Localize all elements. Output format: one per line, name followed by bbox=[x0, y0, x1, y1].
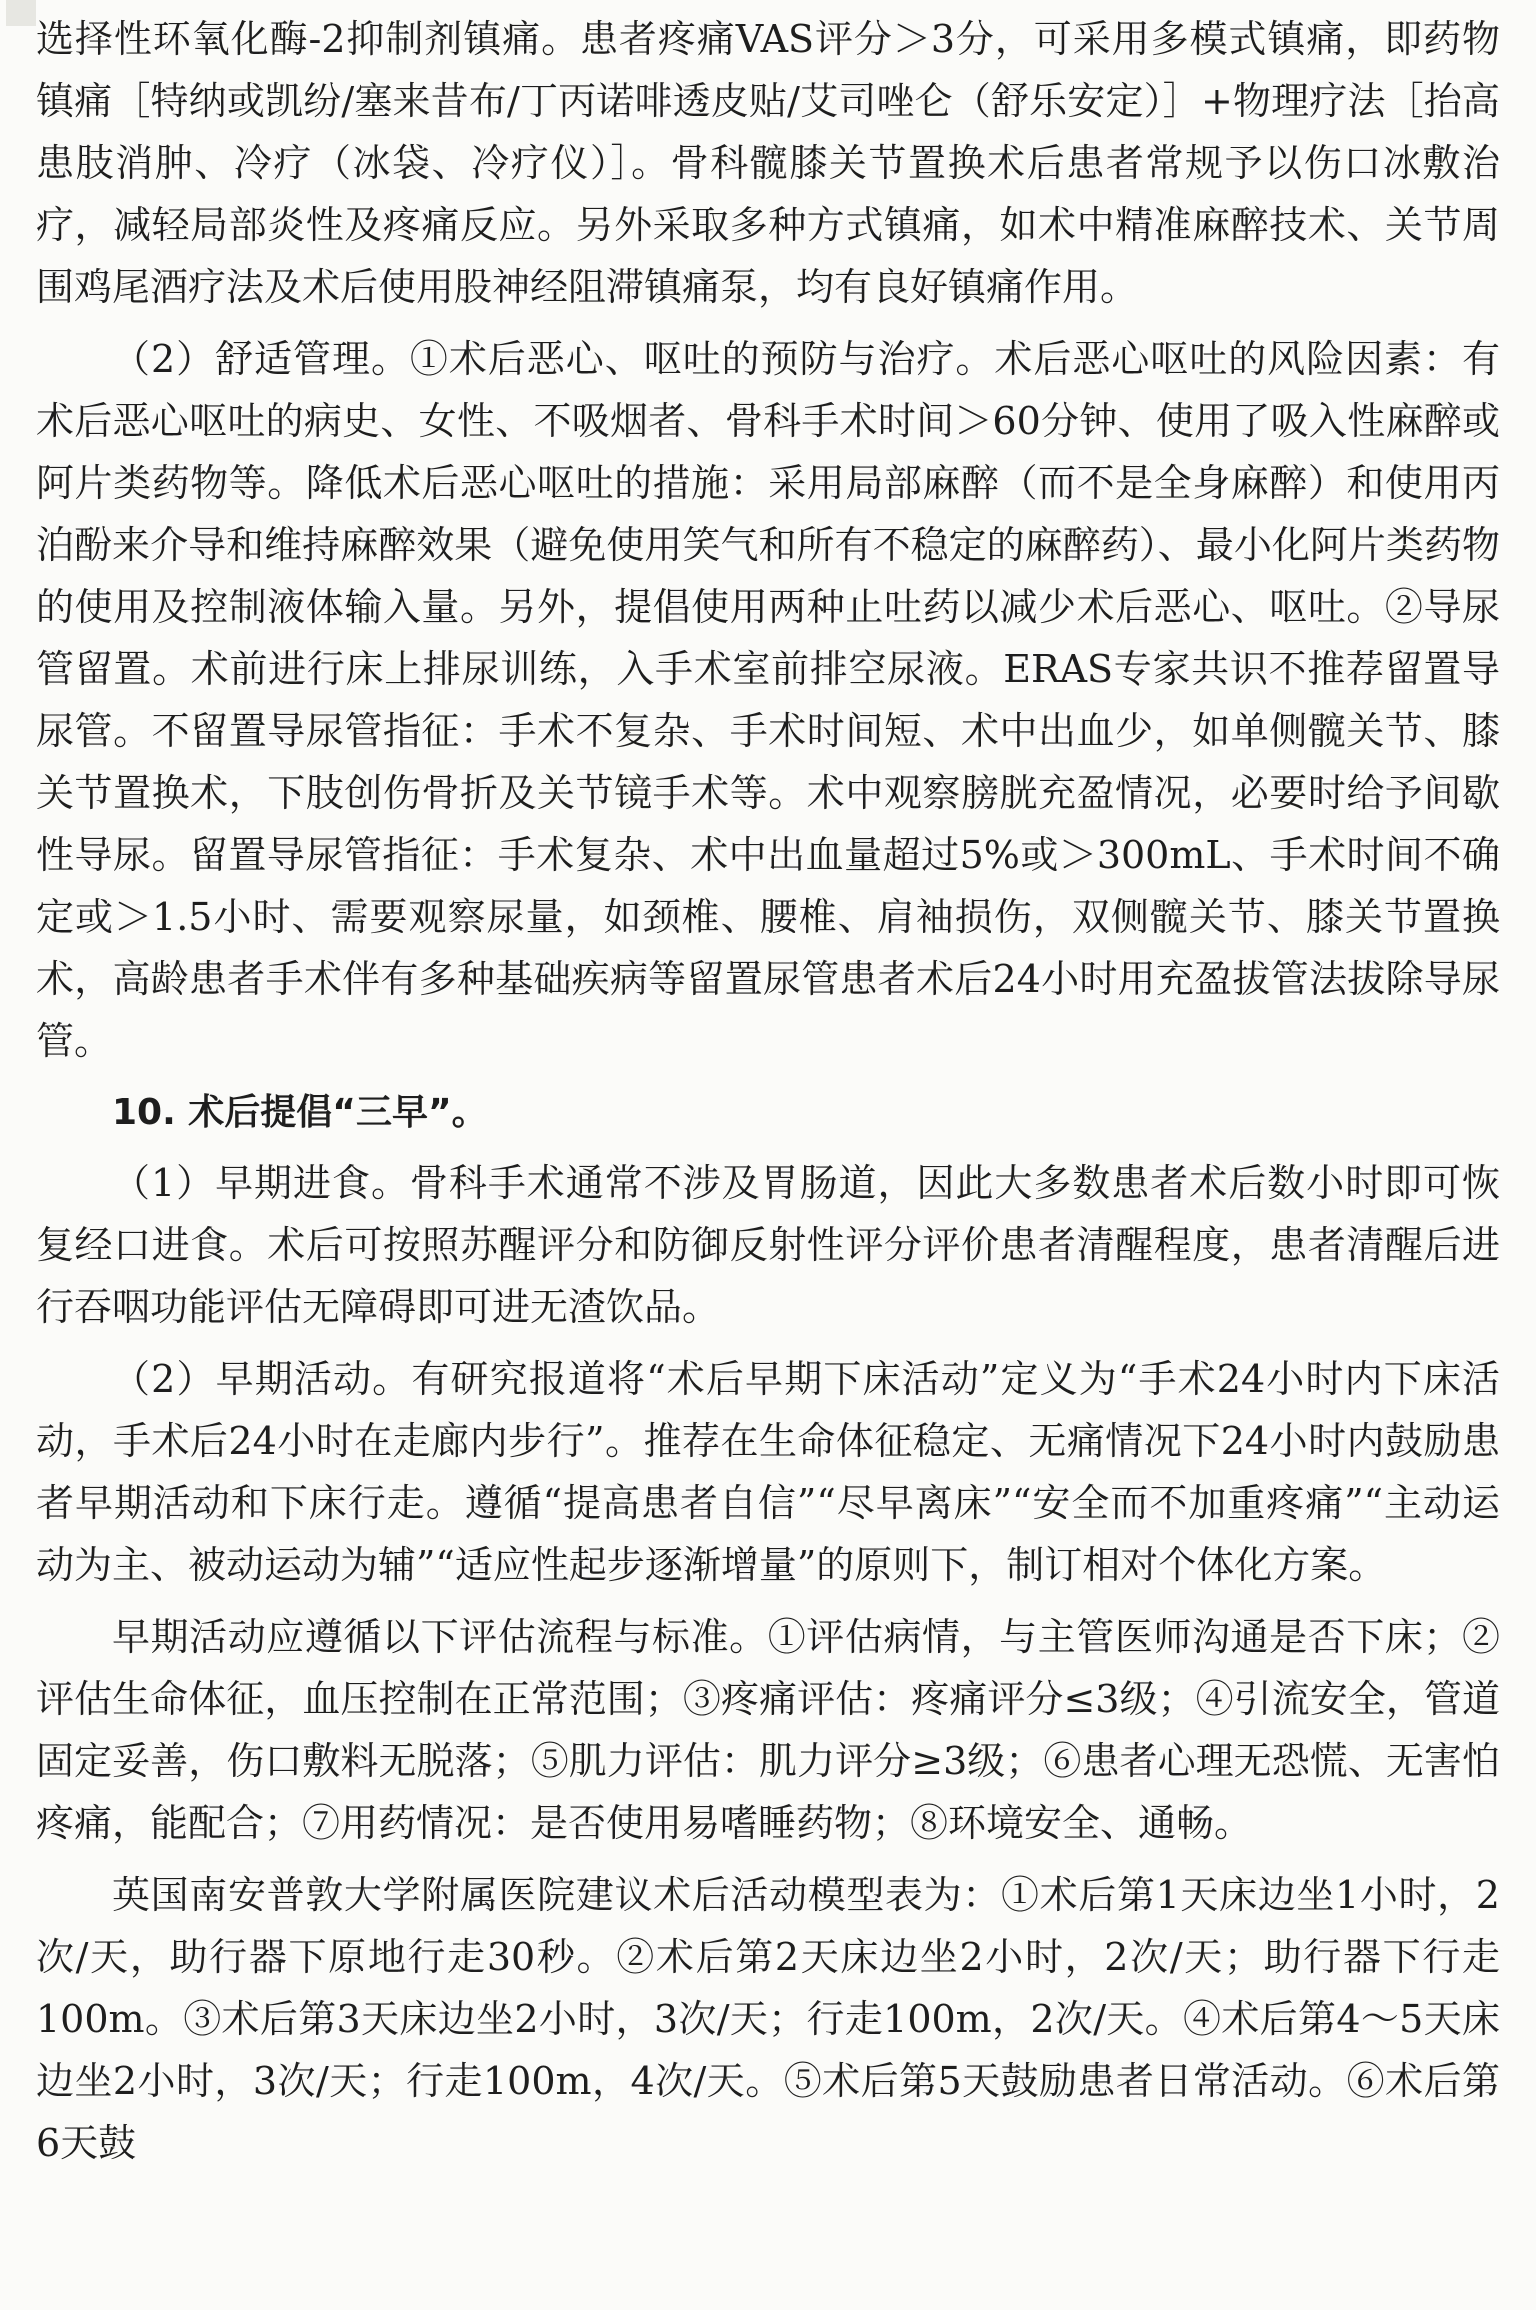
paragraph-activity-model: 英国南安普敦大学附属医院建议术后活动模型表为：①术后第1天床边坐1小时，2次/天，助行器下原地行走30秒。②术后第2天床边坐2小时，2次/天；助行器下行走100m。③术后第3天床边坐2小时，3次/天；行走100m，2次/天。④术后第4～5天床边坐2小时，3次/天；行走100m，4次/天。⑤术后第5天鼓励患者日常活动。⑥术后第6天鼓 bbox=[36, 1873, 1500, 2165]
paragraph-assessment-flow: 早期活动应遵循以下评估流程与标准。①评估病情，与主管医师沟通是否下床；②评估生命体征，血压控制在正常范围；③疼痛评估：疼痛评分≤3级；④引流安全，管道固定妥善，伤口敷料无脱落；⑤肌力评估：肌力评分≥3级；⑥患者心理无恐慌、无害怕疼痛，能配合；⑦用药情况：是否使用易嗜睡药物；⑧环境安全、通畅。 bbox=[36, 1615, 1500, 1845]
document-page bbox=[36, 8, 1500, 2184]
corner-scan-mark bbox=[6, 0, 36, 26]
paragraph-comfort-management: （2）舒适管理。①术后恶心、呕吐的预防与治疗。术后恶心呕吐的风险因素：有术后恶心呕吐的病史、女性、不吸烟者、骨科手术时间＞60分钟、使用了吸入性麻醉或阿片类药物等。降低术后恶心呕吐的措施：采用局部麻醉（而不是全身麻醉）和使用丙泊酚来介导和维持麻醉效果（避免使用笑气和所有不稳定的麻醉药）、最小化阿片类药物的使用及控制液体输入量。另外，提倡使用两种止吐药以减少术后恶心、呕吐。②导尿管留置。术前进行床上排尿训练，入手术室前排空尿液。ERAS专家共识不推荐留置导尿管。不留置导尿管指征：手术不复杂、手术时间短、术中出血少，如单侧髋关节、膝关节置换术，下肢创伤骨折及关节镜手术等。术中观察膀胱充盈情况，必要时给予间歇性导尿。留置导尿管指征：手术复杂、术中出血量超过5%或＞300mL、手术时间不确定或＞1.5小时、需要观察尿量，如颈椎、腰椎、肩袖损伤，双侧髋关节、膝关节置换术，高龄患者手术伴有多种基础疾病等留置尿管患者术后24小时用充盈拔管法拔除导尿管。 bbox=[36, 337, 1500, 1063]
section-heading-three-early: 10. 术后提倡“三早”。 bbox=[112, 1092, 488, 1133]
paragraph-early-eating: （1）早期进食。骨科手术通常不涉及胃肠道，因此大多数患者术后数小时即可恢复经口进食。术后可按照苏醒评分和防御反射性评分评价患者清醒程度，患者清醒后进行吞咽功能评估无障碍即可进无渣饮品。 bbox=[36, 1161, 1500, 1329]
paragraph-analgesia: 选择性环氧化酶-2抑制剂镇痛。患者疼痛VAS评分＞3分，可采用多模式镇痛，即药物镇痛［特纳或凯纷/塞来昔布/丁丙诺啡透皮贴/艾司唑仑（舒乐安定）］+物理疗法［抬高患肢消肿、冷疗（冰袋、冷疗仪）］。骨科髋膝关节置换术后患者常规予以伤口冰敷治疗，减轻局部炎性及疼痛反应。另外采取多种方式镇痛，如术中精准麻醉技术、关节周围鸡尾酒疗法及术后使用股神经阻滞镇痛泵，均有良好镇痛作用。 bbox=[36, 17, 1500, 309]
paragraph-early-activity: （2）早期活动。有研究报道将“术后早期下床活动”定义为“手术24小时内下床活动，手术后24小时在走廊内步行”。推荐在生命体征稳定、无痛情况下24小时内鼓励患者早期活动和下床行走。遵循“提高患者自信”“尽早离床”“安全而不加重疼痛”“主动运动为主、被动运动为辅”“适应性起步逐渐增量”的原则下，制订相对个体化方案。 bbox=[36, 1357, 1500, 1587]
